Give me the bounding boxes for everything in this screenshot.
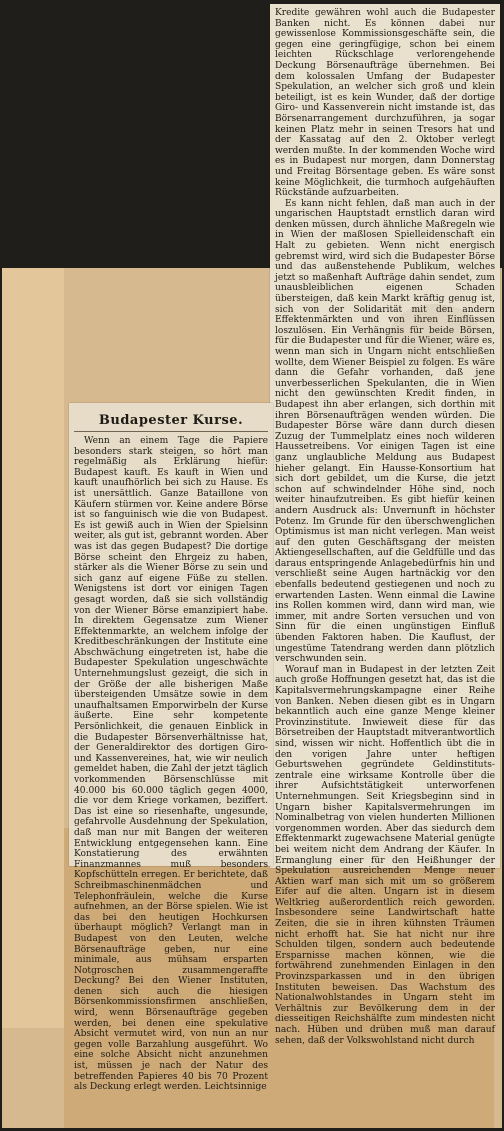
newspaper-clipping-right (270, 4, 500, 1046)
article-paragraph: Es kann nicht fehlen, daß man auch in der ungarischen Hauptstadt ernstlich daran wird denken müssen, durch ähnliche Maßregeln wie in Wien der maßlosen Spielleidenschaft ein Halt zu gebieten. Wenn nicht energisch gebremst wird, wird sich die Budapester Börse und das außenstehende Publikum, welches jetzt so maßenhaft Aufträge dahin sendet, zum unausbleiblichen eigenen Schaden übersteigen, daß kein Markt kräftig genug ist, sich von der Solidarität mit den andern Effektenmärkten und von ihren Einflüssen loszulösen. Ein Verhängnis für beide Börsen, für die Budapester und für die Wiener, wäre es, wenn man sich in Ungarn nicht entschließen wollte, dem Wiener Beispiel zu folgen. Es wäre dann die Gefahr vorhanden, daß jene unverbesserlichen Spekulanten, die in Wien nicht den gewünschten Kredit finden, in Budapest ihn aber erlangen, sich dorthin mit ihren Börsenaufträgen wenden würden. Die Budapester Börse wäre dann durch diesen Zuzug der Tummelplatz eines noch wilderen Haussetreibens. Vor einigen Tagen ist eine ganz unglaubliche Meldung aus Budapest hieher gelangt. Ein Hausse-Konsortium hat sich dort gebildet, um die Kurse, die jetzt schon auf schwindelnder Höhe sind, noch weiter hinaufzutreiben. Es gibt hiefür keinen andern Ausdruck als: Unvernunft in höchster Potenz. Im Grunde für den überschwenglichen Optimismus ist man nicht verlegen. Man weist auf den guten Geschäftsgang der meisten Aktiengesellschaften, auf die Geldfülle und das daraus entspringende Anlagebedürfnis hin und verschließt seine Augen hartnäckig vor den ebenfalls bedeutend gestiegenen und noch zu erwartenden Lasten. Wenn einmal die Lawine ins Rollen kommen wird, dann wird man, wie immer, mit andre Sorten versuchen und von Sinn für die einen ungünstigen Einfluß übenden Faktoren haben. Die Kauflust, der ungestüme Tatendrang werden dann plötzlich verschwunden sein. (275, 198, 495, 665)
article-paragraph: Kredite gewähren wohl auch die Budapester Banken nicht. Es können dabei nur gewissenlose Kommissionsgeschäfte sein, die gegen eine geringfügige, schon bei einem leichten Rückschlage verlorengehende Deckung Börsenaufträge übernehmen. Bei dem kolossalen Umfang der Budapester Spekulation, an welcher sich groß und klein beteiligt, ist es kein Wunder, daß der dortige Giro- und Kassenverein nicht imstande ist, das Börsenarrangement durchzuführen, ja sogar keinen Platz mehr in seinen Tresors hat und der Kassatag auf den 2. Oktober verlegt werden mußte. In der kommenden Woche wird es in Budapest nur morgen, dann Donnerstag und Freitag Börsentage geben. Es wäre sonst keine Möglichkeit, die turmhoch aufgehäuften Rückstände aufzuarbeiten. (275, 8, 495, 199)
article-paragraph: Worauf man in Budapest in der letzten Zeit auch große Hoffnungen gesetzt hat, das ist die Kapitalsvermehrungskampagne einer Reihe von Banken. Neben diesen gibt es in Ungarn bekanntlich auch eine ganze Menge kleiner Provinzinstitute. Inwieweit diese für das Börsetreiben der Hauptstadt mitverantwortlich sind, wissen wir nicht. Hoffentlich übt die in den vorigen Jahre unter heftigen Geburtswehen gegründete Geldinstituts-zentrale eine wirksame Kontrolle über die ihrer Aufsichtstätigkeit unterworfenen Unternehmungen. Seit Kriegsbeginn sind in Ungarn bisher Kapitalsvermehrungen im Nominalbetrag von vielen hunderten Millionen vorgenommen worden. Aber das siedurch dem Effektenmarkt zugewachsene Material genügte bei weitem nicht dem Andrang der Käufer. In Ermanglung einer für den Heißhunger der Spekulation ausreichenden Menge neuer Aktien warf man sich mit um so größerem Eifer auf die alten. Ungarn ist in diesem Weltkrieg außerordentlich reich geworden. Insbesondere seine Landwirtschaft hatte Zeiten, die sie in ihren kühnsten Träumen nicht erhofft hat. Sie hat nicht nur ihre Schulden tilgen, sondern auch bedeutende Ersparnisse machen können, wie die fortwährend zunehmenden Einlagen in den Provinzsparkassen und in den übrigen Instituten beweisen. Das Wachstum des Nationalwohlstandes in Ungarn steht im Verhältnis zur Bevölkerung dem in der diesseitigen Reichshälfte zum mindesten nicht nach. Hüben und drüben muß man darauf sehen, daß der Volkswohlstand nicht durch (275, 664, 495, 1046)
text-column-left (74, 436, 268, 1093)
newspaper-clipping-left (69, 403, 273, 1093)
article-title: Budapester Kurse. (74, 413, 268, 432)
backing-sheet-left (2, 268, 64, 1028)
paper-stain (390, 304, 480, 364)
article-paragraph: Wenn an einem Tage die Papiere besonders stark steigen, so hört man regelmäßig als Erklärung hiefür: Budapest kauft. Es kauft in Wien und kauft unaufhörlich bei sich zu Hause. Es ist unersättlich. Ganze Bataillone von Käufern stürmen vor. Keine andere Börse ist so fanguinisch wie die von Budapest. Es ist gewiß auch in Wien der Spielsinn weiter, als gut ist, gebrannt worden. Aber was ist das gegen Budapest? Die dortige Börse scheint den Ehrgeiz zu haben, stärker als die Wiener Börse zu sein und sich ganz auf eigene Füße zu stellen. Wenigstens ist dort vor einigen Tagen gesagt worden, daß sie sich vollständig von der Wiener Börse emanzipiert habe. In direktem Gegensatze zum Wiener Effektenmarkte, an welchem infolge der Kreditbeschränkungen der Institute eine Abschwächung eingetreten ist, habe die Budapester Spekulation ungeschwächte Unternehmungslust gezeigt, die sich in der Größe der alle bisherigen Maße übersteigenden Umsätze sowie in dem unaufhaltsamen Emporwirbeln der Kurse äußerte. Eine sehr kompetente Persönlichkeit, die genauen Einblick in die Budapester Börsenverhältnisse hat, der Generaldirektor des dortigen Giro- und Kassenvereines, hat, wie wir neulich gemeldet haben, die Zahl der jetzt täglich vorkommenden Börsenschlüsse mit 40.000 bis 60.000 täglich gegen 4000, die vor dem Kriege vorkamen, beziffert. Das ist eine so riesenhafte, ungesunde, gefahrvolle Ausdehnung der Spekulation, daß man nur mit Bangen der weiteren Entwicklung entgegensehen kann. Eine Konstatierung des erwähnten Finanzmannes muß besonders Kopfschütteln erregen. Er berichtete, daß Schreibmaschinenmädchen und Telephonfräulein, welche die Kurse aufnehmen, an der Börse spielen. Wie ist das bei den heutigen Hochkursen überhaupt möglich? Verlangt man in Budapest von den Leuten, welche Börsenaufträge geben, nur eine minimale, aus mühsam ersparten Notgroschen zusammengeraffte Deckung? Bei den Wiener Instituten, denen sich auch die hiesigen Börsenkommissionsfirmen anschließen, wird, wenn Börsenaufträge gegeben werden, bei denen eine spekulative Absicht vermutet wird, von nun an nur gegen volle Barzahlung ausgeführt. Wo eine solche Absicht nicht anzunehmen ist, müssen je nach der Natur des betreffenden Papieres 40 bis 70 Prozent als Deckung erlegt werden. Leichtsinnige (74, 436, 268, 1093)
text-column-right (275, 8, 495, 1046)
